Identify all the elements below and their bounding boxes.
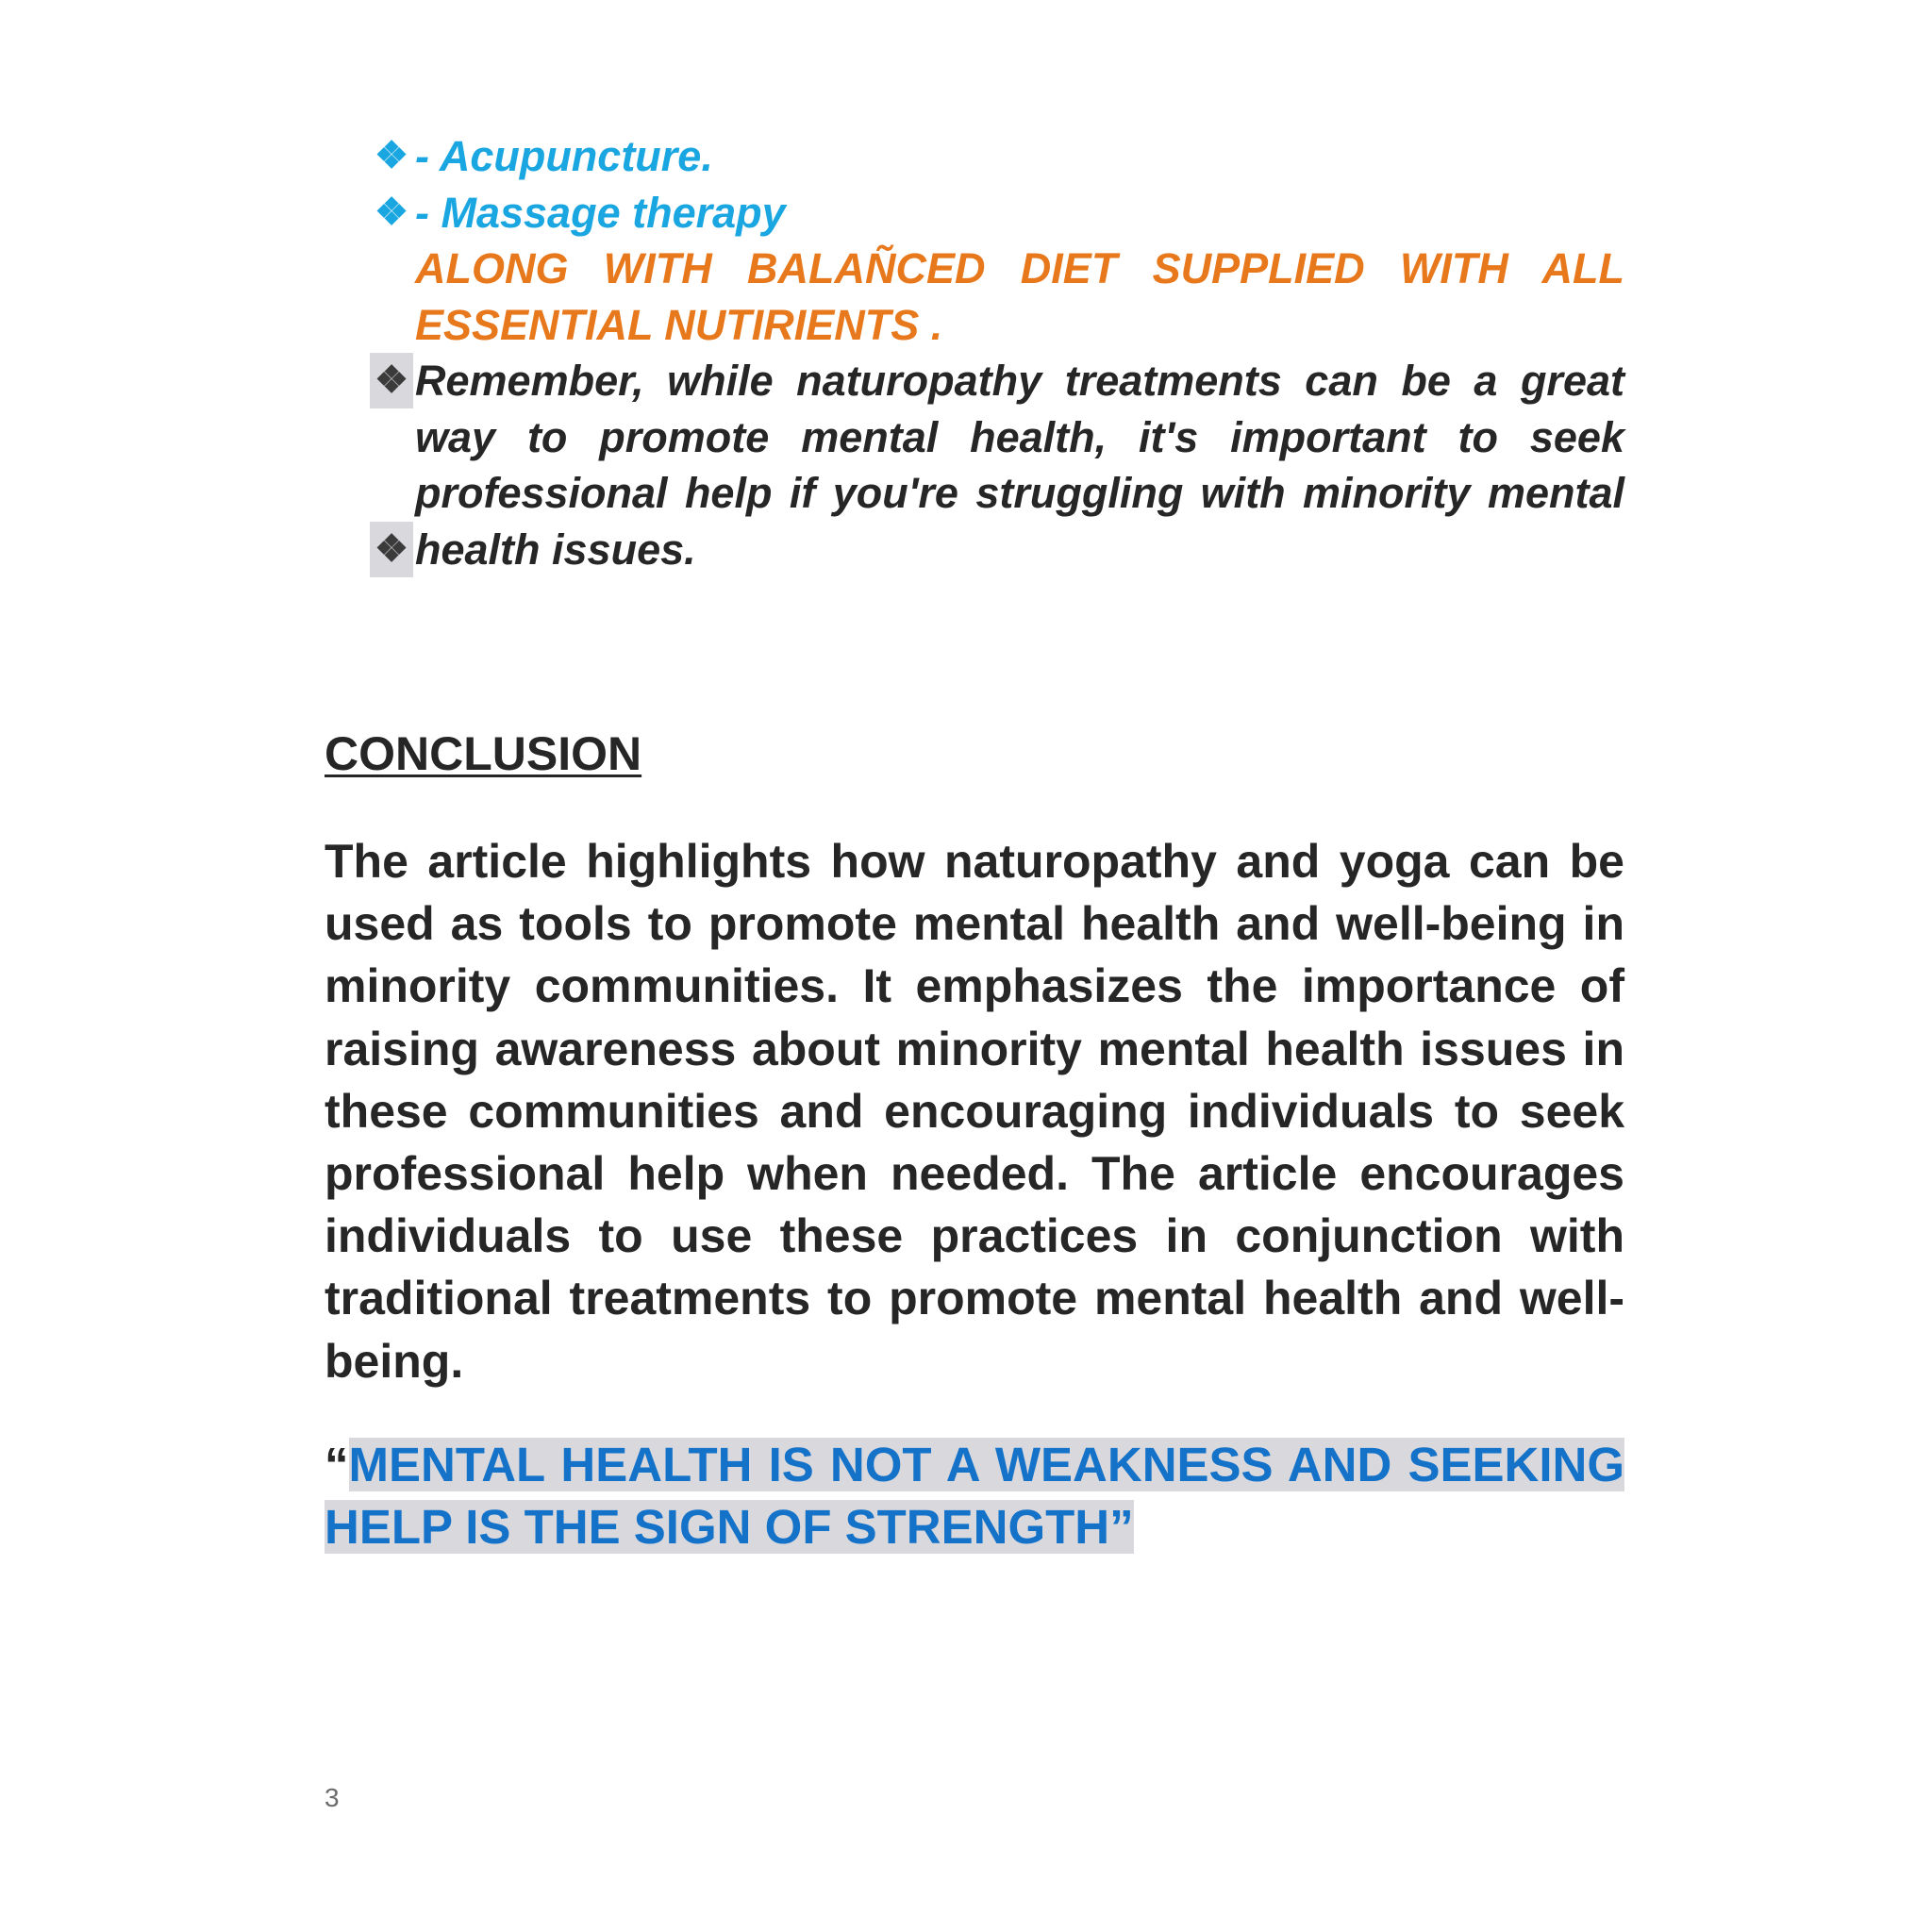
conclusion-paragraph: The article highlights how naturopathy and yoga can be used as tools to promote mental health and well-being in minority communities. It emphasizes the importance of raising awareness about minority mental health issues in these communities and encouraging individuals to seek professional help when needed. The article encourages individuals to use these practices in conjunction with traditional treatments to promote mental health and well-being. — [325, 835, 1624, 1388]
reminder-line: professional help if you're struggling with minority mental — [415, 469, 1624, 517]
reminder-line: Remember, while naturopathy treatments can be a great — [415, 357, 1624, 405]
diet-note — [370, 241, 1624, 353]
page-number: 3 — [325, 1783, 340, 1812]
bullet-list — [370, 128, 1624, 577]
reminder-tail-text: health issues. — [415, 525, 696, 574]
list-item-text: - Acupuncture. — [415, 132, 713, 180]
diamond-bullet-icon: ❖ — [370, 353, 413, 408]
list-item-text: - Massage therapy — [415, 188, 786, 237]
list-item — [370, 128, 1624, 185]
diamond-bullet-icon: ❖ — [375, 191, 408, 233]
diet-note-text: ALONG WITH BALAÑCED DIET SUPPLIED WITH ALL ESSENTIAL NUTIRIENTS . — [415, 244, 1624, 349]
quote-open-mark: “ — [325, 1438, 349, 1491]
closing-quote — [325, 1434, 1624, 1558]
diamond-bullet-icon: ❖ — [370, 522, 413, 577]
reminder-line: way to promote mental health, it's important to seek — [415, 412, 1624, 461]
reminder-tail-item — [370, 522, 1624, 578]
section-heading: CONCLUSION — [325, 727, 642, 780]
list-item — [370, 185, 1624, 242]
reminder-item — [370, 353, 1624, 522]
quote-text: MENTAL HEALTH IS NOT A WEAKNESS AND SEEKING HELP IS THE SIGN OF STRENGTH” — [325, 1438, 1624, 1554]
diamond-bullet-icon: ❖ — [375, 135, 408, 176]
